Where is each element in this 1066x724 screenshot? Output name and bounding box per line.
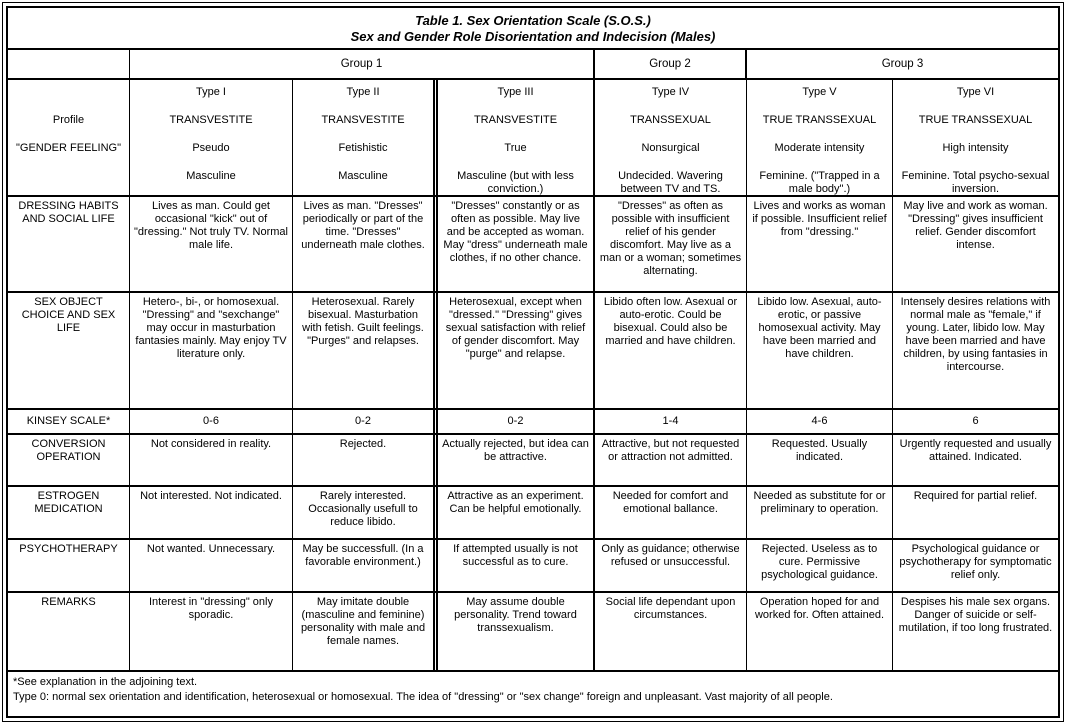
table-cell: Intensely desires relations with normal male as "female," if young. Later, libido low. May have been married and have children, by using fantasies in intercourse. [900,296,1051,373]
table-cell: May live and work as woman. "Dressing" gives insufficient relief. Gender discomfort intense. [903,200,1048,251]
profile-cell-type-v [747,80,893,199]
table-cell: Requested. Usually indicated. [747,435,893,485]
table-cell: Rejected. [293,435,438,485]
table-cell: Needed for comfort and emotional ballance. [595,487,747,538]
table-cell: Attractive, but not requested or attraction not admitted. [595,435,747,485]
table-cell: Libido often low. Asexual or auto-erotic. Could be bisexual. Could also be married and have children. [595,293,747,408]
profile-cell-type-i [130,80,293,199]
table-cell: Rejected. Useless as to cure. Permissive psychological guidance. [747,540,893,591]
table-cell: Interest in "dressing" only sporadic. [130,593,293,670]
table-cell: 4-6 [747,410,893,433]
row-kinsey-scale [8,410,1058,435]
type-subtype: Nonsurgical [641,142,700,154]
table-cell: 0-2 [293,410,438,433]
table-cell: Lives as man. "Dresses" periodically or part of the time. "Dresses" underneath male clothes. [293,197,438,291]
table-cell: Attractive as an experiment. Can be helpful emotionally. [438,487,595,538]
type-subtype: True [504,142,527,154]
table-cell: Despises his male sex organs. Danger of suicide or self-mutilation, if too long frustrated. [898,596,1053,634]
table-cell: 1-4 [595,410,747,433]
group-1-header: Group 1 [130,50,595,78]
table-cell: Psychological guidance or psychotherapy for symptomatic relief only. [899,543,1052,581]
type-feeling: Feminine. ("Trapped in a male body".) [759,170,880,195]
table-cell: Actually rejected, but idea can be attractive. [438,435,595,485]
table-cell: Not wanted. Unnecessary. [130,540,293,591]
type-label: Type V [802,86,837,98]
type-label: Type III [497,86,534,98]
type-feeling: Masculine [338,170,388,182]
table-cell: Rarely interested. Occasionally usefull to reduce libido. [293,487,438,538]
row-label-remarks: REMARKS [8,593,130,670]
row-label-dressing: DRESSING HABITS AND SOCIAL LIFE [8,197,130,291]
type-feeling: Masculine [186,170,236,182]
table-cell: May imitate double (masculine and feminine) personality with male and female names. [293,593,438,670]
profile-row-label [8,80,130,199]
table-cell: Social life dependant upon circumstances. [595,593,747,670]
type-label: Type VI [956,86,995,98]
row-dressing-habits [8,197,1058,293]
group-header-empty [8,50,130,78]
type-subtype: Fetishistic [338,142,388,154]
profile-cell-type-ii [293,80,438,199]
table-title-line2: Sex and Gender Role Disorientation and Indecision (Males) [350,29,716,44]
type-name: TRANSVESTITE [321,114,405,126]
table-cell: 0-6 [130,410,293,433]
type-name: TRANSVESTITE [473,114,558,126]
table-cell: "Dresses" as often as possible with insufficient relief of his gender discomfort. May live as a man or a woman; sometimes alternating. [595,197,747,291]
type-name: TRUE TRANSSEXUAL [918,114,1033,126]
row-estrogen-medication [8,487,1058,540]
row-conversion-operation [8,435,1058,487]
row-label-kinsey: KINSEY SCALE* [8,410,130,433]
row-label-sex-object: SEX OBJECT CHOICE AND SEX LIFE [8,293,130,408]
type-label: Type II [346,86,380,98]
table-cell: Libido low. Asexual, auto-erotic, or passive homosexual activity. May have been married and have children. [747,293,893,408]
table-cell: "Dresses" constantly or as often as possible. May live and be accepted as woman. May "dress" underneath male clothes, if no other chance. [438,197,595,291]
table-cell: May be successfull. (In a favorable environment.) [293,540,438,591]
type-label: Type I [196,86,226,98]
footnotes [8,672,1058,716]
table-cell: Hetero-, bi-, or homosexual. "Dressing" and "sexchange" may occur in masturbation fantasies mainly. May enjoy TV literature only. [130,293,293,408]
table-cell: Lives and works as woman if possible. Insufficient relief from "dressing." [747,197,893,291]
type-subtype: High intensity [942,142,1009,154]
table-cell: Not considered in reality. [130,435,293,485]
table-cell: Required for partial relief. [913,490,1038,502]
profile-cell-type-iii [438,80,595,199]
type-name: TRANSVESTITE [169,114,253,126]
table-cell: Operation hoped for and worked for. Often attained. [747,593,893,670]
group-header-row [8,50,1058,80]
type-name: TRUE TRANSSEXUAL [762,114,877,126]
row-label-conversion: CONVERSION OPERATION [8,435,130,485]
table-cell: If attempted usually is not successful as to cure. [438,540,595,591]
table-cell: Heterosexual, except when "dressed." "Dressing" gives sexual satisfaction with relief of gender discomfort. May "purge" and relapse. [438,293,595,408]
table-title [8,8,1058,50]
profile-cell-type-vi [893,80,1058,199]
group-2-header: Group 2 [595,50,747,78]
spacer [12,86,125,114]
footnote-2: Type 0: normal sex orientation and identification, heterosexual or homosexual. The idea of "dressing" or "sex change" foreign and unpleasant. Vast majority of all people. [13,691,833,703]
spacer [12,170,125,196]
table-cell: May assume double personality. Trend toward transsexualism. [438,593,595,670]
row-profile [8,80,1058,197]
row-remarks [8,593,1058,672]
type-feeling: Feminine. Total psycho-sexual inversion. [901,170,1050,195]
gender-feeling-label: "GENDER FEELING" [16,142,121,154]
type-subtype: Moderate intensity [774,142,865,154]
type-label: Type IV [651,86,690,98]
group-3-header: Group 3 [881,57,924,70]
table-title-line1: Table 1. Sex Orientation Scale (S.O.S.) [415,13,651,28]
table-cell: Heterosexual. Rarely bisexual. Masturbation with fetish. Guilt feelings. "Purges" and relapses. [293,293,438,408]
row-psychotherapy [8,540,1058,593]
type-feeling: Undecided. Wavering between TV and TS. [618,170,723,195]
type-feeling: Masculine (but with less conviction.) [457,170,574,195]
row-sex-object-choice [8,293,1058,410]
sos-table [6,6,1060,718]
row-label-estrogen: ESTROGEN MEDICATION [8,487,130,538]
table-cell: Only as guidance; otherwise refused or unsuccessful. [595,540,747,591]
profile-cell-type-iv [595,80,747,199]
type-subtype: Pseudo [192,142,230,154]
footnote-1: *See explanation in the adjoining text. [13,676,198,688]
table-cell: Not interested. Not indicated. [130,487,293,538]
table-cell: Urgently requested and usually attained. Indicated. [899,438,1052,463]
row-label-psychotherapy: PSYCHOTHERAPY [8,540,130,591]
table-cell: Needed as substitute for or preliminary to operation. [747,487,893,538]
table-cell: 6 [972,415,979,427]
type-name: TRANSSEXUAL [630,114,711,126]
table-cell: Lives as man. Could get occasional "kick" out of "dressing." Not truly TV. Normal male life. [130,197,293,291]
profile-label: Profile [52,114,85,126]
table-cell: 0-2 [438,410,595,433]
